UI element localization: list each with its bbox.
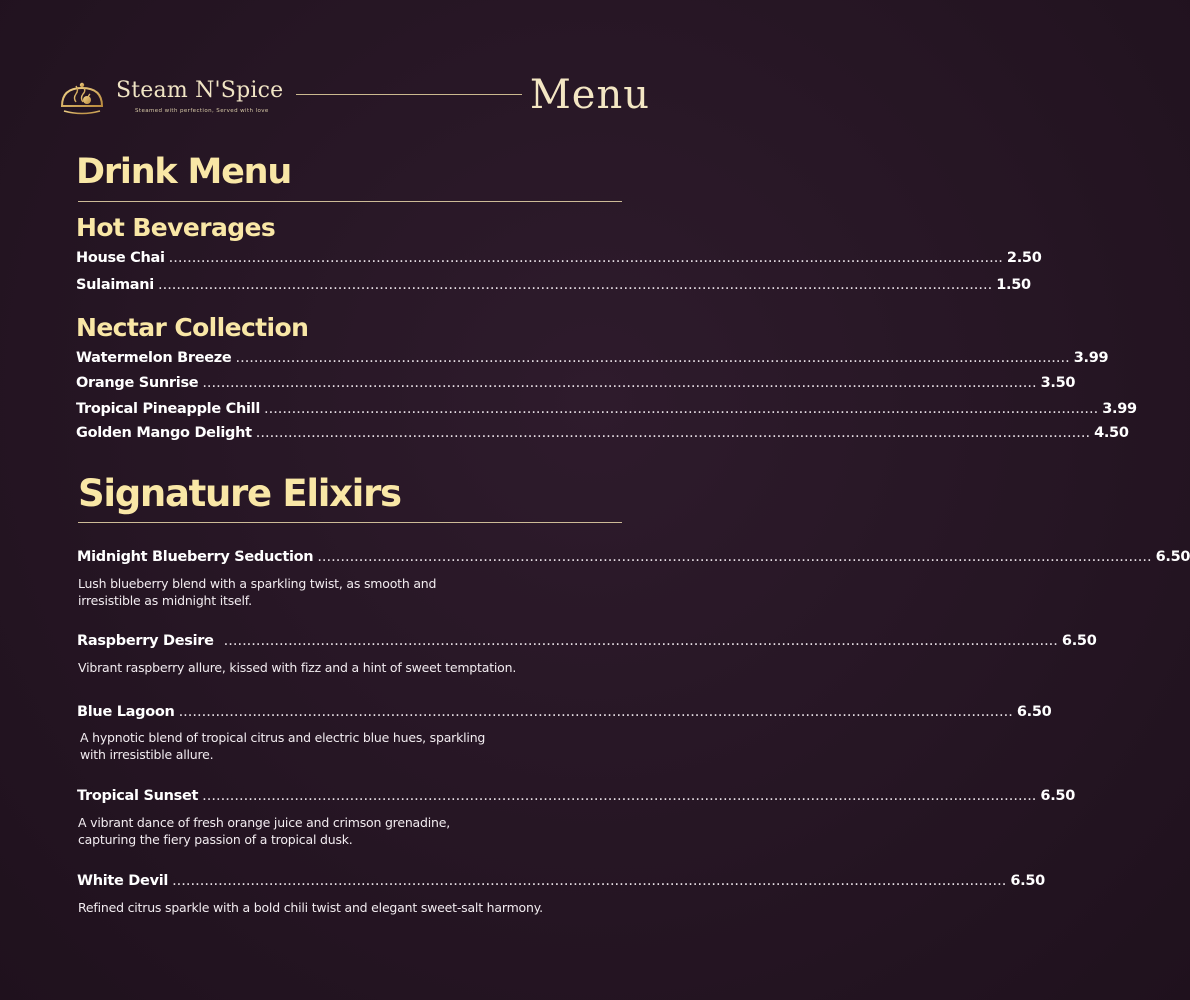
description-line: Refined citrus sparkle with a bold chili twist and elegant sweet-salt harmony. xyxy=(78,900,543,915)
dot-leader: ..................................................................................................................................................................................... xyxy=(255,425,1091,441)
item-price: 4.50 xyxy=(1094,425,1129,441)
menu-item xyxy=(77,873,1045,893)
brand-name: Steam N'Spice xyxy=(116,78,284,103)
item-name: Orange Sunrise xyxy=(76,375,199,391)
menu-item xyxy=(77,549,1190,569)
dot-leader: ..................................................................................................................................................................................... xyxy=(202,788,1037,804)
item-price: 3.99 xyxy=(1102,401,1137,417)
menu-item xyxy=(76,277,1031,297)
item-price: 3.99 xyxy=(1073,350,1109,366)
item-name: Raspberry Desire xyxy=(77,633,214,649)
item-name: Sulaimani xyxy=(76,277,154,293)
description-line: with irresistible allure. xyxy=(80,747,214,762)
item-description xyxy=(78,814,618,848)
item-name: Tropical Sunset xyxy=(77,788,199,804)
brand-tagline: Steamed with perfection, Served with love xyxy=(135,108,269,114)
nectar-collection-title: Nectar Collection xyxy=(76,313,309,342)
menu-item xyxy=(76,425,1129,445)
item-name: Blue Lagoon xyxy=(77,704,175,720)
item-price: 3.50 xyxy=(1040,375,1076,391)
description-line: A vibrant dance of fresh orange juice and crimson grenadine, xyxy=(78,815,451,830)
menu-item xyxy=(76,401,1137,421)
description-line: capturing the fiery passion of a tropical dusk. xyxy=(78,832,353,847)
item-price: 6.50 xyxy=(1016,704,1052,720)
menu-item xyxy=(77,704,1052,724)
drink-menu-divider xyxy=(78,201,622,202)
dot-leader: ..................................................................................................................................................................................... xyxy=(317,549,1152,565)
item-price: 6.50 xyxy=(1040,788,1075,804)
drink-menu-title: Drink Menu xyxy=(76,152,292,192)
item-description xyxy=(78,659,618,676)
item-description xyxy=(80,729,620,763)
item-price: 2.50 xyxy=(1006,250,1042,266)
hot-beverages-title: Hot Beverages xyxy=(76,213,276,242)
menu-heading: Menu xyxy=(529,72,650,118)
menu-item xyxy=(77,788,1075,808)
menu-item xyxy=(76,350,1109,370)
menu-item xyxy=(76,250,1042,270)
header-divider xyxy=(296,94,522,95)
signature-elixirs-divider xyxy=(78,522,622,523)
item-name: Watermelon Breeze xyxy=(76,350,232,366)
dot-leader: ..................................................................................................................................................................................... xyxy=(202,375,1037,391)
item-description xyxy=(78,575,618,609)
header xyxy=(56,72,650,122)
dot-leader: ..................................................................................................................................................................................... xyxy=(235,350,1070,366)
item-description xyxy=(78,899,618,916)
item-name: Tropical Pineapple Chill xyxy=(76,401,260,417)
dot-leader: ..................................................................................................................................................................................... xyxy=(223,633,1058,649)
item-name: Golden Mango Delight xyxy=(76,425,252,441)
item-name: White Devil xyxy=(77,873,169,889)
item-name: Midnight Blueberry Seduction xyxy=(77,549,314,565)
item-name: House Chai xyxy=(76,250,165,266)
item-price: 1.50 xyxy=(996,277,1031,293)
dot-leader: ..................................................................................................................................................................................... xyxy=(172,873,1007,889)
description-line: Lush blueberry blend with a sparkling twist, as smooth and xyxy=(78,576,437,591)
description-line: A hypnotic blend of tropical citrus and electric blue hues, sparkling xyxy=(80,730,486,745)
item-price: 6.50 xyxy=(1155,549,1190,565)
cloche-steam-icon xyxy=(56,76,108,116)
description-line: Vibrant raspberry allure, kissed with fizz and a hint of sweet temptation. xyxy=(78,660,517,675)
menu-item xyxy=(76,375,1076,395)
item-price: 6.50 xyxy=(1010,873,1045,889)
signature-elixirs-title: Signature Elixirs xyxy=(78,472,401,515)
dot-leader: ..................................................................................................................................................................................... xyxy=(178,704,1013,720)
item-price: 6.50 xyxy=(1061,633,1097,649)
dot-leader: ..................................................................................................................................................................................... xyxy=(157,277,993,293)
menu-item xyxy=(77,633,1097,653)
dot-leader: ..................................................................................................................................................................................... xyxy=(168,250,1003,266)
description-line: irresistible as midnight itself. xyxy=(78,593,252,608)
dot-leader: ..................................................................................................................................................................................... xyxy=(263,401,1099,417)
